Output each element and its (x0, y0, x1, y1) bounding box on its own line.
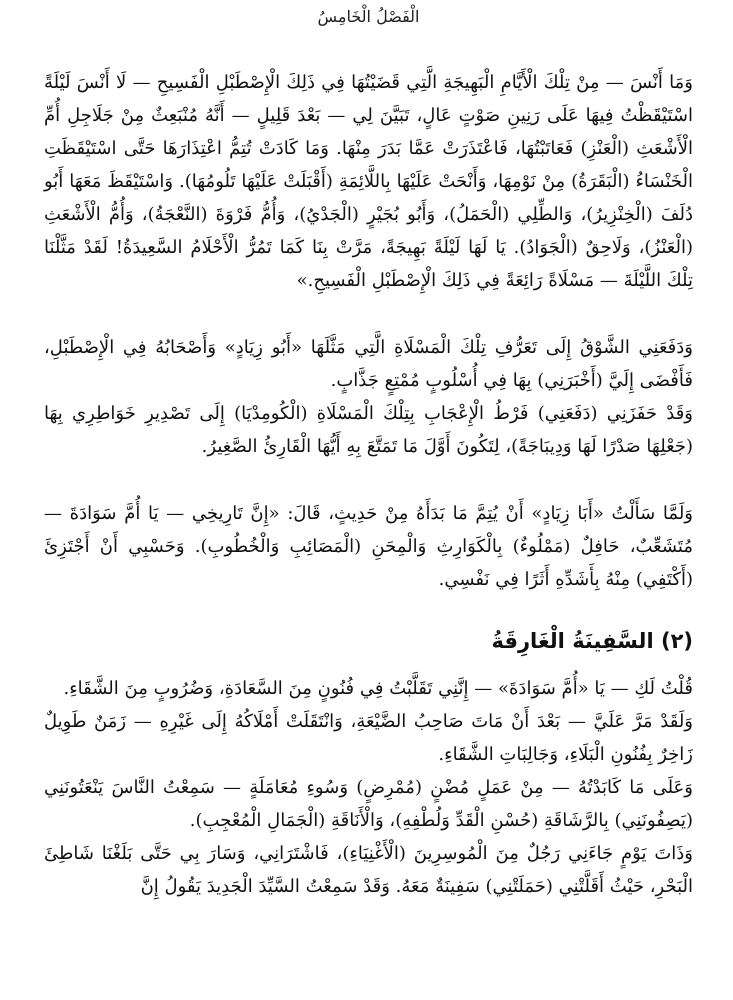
section-title: (٢) السَّفِينَةُ الْغَارِقَةُ (491, 629, 693, 653)
section-gap (44, 596, 693, 626)
section-paragraph-1: قُلْتُ لَكِ — يَا «أُمَّ سَوَادَةَ» — إِنَّنِي تَقَلَّبْتُ فِي فُنُونٍ مِنَ السَّعَادَةِ، وَضُرُوبٍ مِنَ الشَّقَاءِ. (63, 678, 693, 699)
paragraph-gap (44, 297, 693, 331)
paragraph-3: وَقَدْ حَفَزَنِي (دَفَعَنِي) فَرْطُ الْإِعْجَابِ بِتِلْكَ الْمَسْلَاةِ (الْكُومِدْيَا) إِلَى تَصْدِيرِ خَوَاطِرِي بِهَا (جَعْلِهَا صَدْرًا لَهَا وَدِيبَاجَةً)، لِتَكُونَ أَوَّلَ مَا تَمَتَّعَ بِهِ أَيُّهَا الْقَارِئُ الصَّغِيرُ. (44, 403, 693, 457)
section-paragraph-4: وَذَاتَ يَوْمٍ جَاءَنِي رَجُلٌ مِنَ الْمُوسِرِينَ (الْأَغْنِيَاءِ)، فَاشْتَرَانِي، وَسَارَ بِي حَتَّى بَلَغْنَا شَاطِئَ الْبَحْرِ، حَيْثُ أَقَلَّتْنِي (حَمَلَتْنِي) سَفِينَةٌ مَعَهُ. وَقَدْ سَمِعْتُ السَّيِّدَ الْجَدِيدَ يَقُولُ إِنَّ (44, 843, 693, 897)
paragraph-4: وَلَمَّا سَأَلْتُ «أَبَا زِيَادٍ» أَنْ يُتِمَّ مَا بَدَأَهُ مِنْ حَدِيثٍ، قَالَ: «إِنَّ تَارِيخِي — يَا أُمَّ سَوَادَةَ — مُتَشَعِّبٌ، حَافِلٌ (مَمْلُوءٌ) بِالْكَوَارِثِ وَالْمِحَنِ (الْمَصَائِبِ وَالْخُطُوبِ). وَحَسْبِي أَنْ أَجْتَزِئَ (أَكْتَفِي) مِنْهُ بِأَشَدِّهِ أَثَرًا فِي نَفْسِي. (44, 503, 693, 590)
chapter-header: الْفَصْلُ الْخَامِسُ (317, 7, 420, 26)
section-paragraph-3: وَعَلَى مَا كَابَدْتُهُ — مِنْ عَمَلٍ مُضْنٍ (مُمْرِضٍ) وَسُوءِ مُعَامَلَةٍ — سَمِعْتُ النَّاسَ يَنْعَتُونَنِي (يَصِفُونَنِي) بِالرَّشَاقَةِ (حُسْنِ الْقَدِّ وَلُطْفِهِ)، وَالْأَنَاقَةِ (الْجَمَالِ الْمُعْجِبِ). (44, 777, 693, 831)
paragraph-1: وَمَا أَنْسَ — مِنْ تِلْكَ الْأَيَّامِ الْبَهِيجَةِ الَّتِي قَضَيْتُهَا فِي ذَلِكَ الْإِصْطَبْلِ الْفَسِيحِ — لَا أَنْسَ لَيْلَةً اسْتَيْقَظْتُ فِيهَا عَلَى رَنِينِ صَوْتٍ عَالٍ، تَبَيَّنَ لِي — بَعْدَ قَلِيلٍ — أَنَّهُ مُنْبَعِثٌ مِنْ جَلَاجِلِ أُمِّ الْأَشْعَثِ (الْعَنْزِ) فَعَاتَبْتُهَا، فَاعْتَذَرَتْ عَمَّا بَدَرَ مِنْهَا. وَمَا كَادَتْ تُتِمُّ اعْتِذَارَهَا حَتَّى اسْتَيْقَظَتِ الْخَنْسَاءُ (الْبَقَرَةُ) مِنْ نَوْمِهَا، وَأَنْحَتْ عَلَيْهَا بِاللَّائِمَةِ (أَقْبَلَتْ عَلَيْهَا تَلُومُهَا). وَاسْتَيْقَظَ مَعَهَا أَبُو دُلَفَ (الْخِنْزِيرُ)، وَالطِّلِي (الْحَمَلُ)، وَأَبُو بُجَيْرٍ (الْجَدْيُ)، وَأُمُّ فَرْوَةَ (النَّعْجَةُ)، وَأُمُّ الْأَشْعَثِ (الْعَنْزُ)، وَلَاحِقٌ (الْجَوَادُ). يَا لَهَا لَيْلَةً بَهِيجَةً، مَرَّتْ بِنَا كَمَا تَمُرُّ الْأَحْلَامُ السَّعِيدَةُ! لَقَدْ مَثَّلْنَا تِلْكَ اللَّيْلَةَ — مَسْلَاةً رَائِعَةً فِي ذَلِكَ الْإِصْطَبْلِ الْفَسِيحِ.» (44, 72, 693, 291)
paragraph-2: وَدَفَعَنِي الشَّوْقُ إِلَى تَعَرُّفِ تِلْكَ الْمَسْلَاةِ الَّتِي مَثَّلَهَا «أَبُو زِيَادٍ» وَأَصْحَابُهُ فِي الْإِصْطَبْلِ، فَأَفْضَى إِلَيَّ (أَخْبَرَنِي) بِهَا فِي أُسْلُوبٍ مُمْتِعٍ جَذَّابٍ. (44, 337, 693, 391)
paragraph-gap (44, 463, 693, 497)
section-paragraph-2: وَلَقَدْ مَرَّ عَلَيَّ — بَعْدَ أَنْ مَاتَ صَاحِبُ الضَّيْعَةِ، وَانْتَقَلَتْ أَمْلَاكُهُ إِلَى غَيْرِهِ — زَمَنٌ طَوِيلٌ زَاخِرٌ بِفُنُونِ الْبَلَاءِ، وَجَالِبَاتِ الشَّقَاءِ. (44, 711, 693, 765)
